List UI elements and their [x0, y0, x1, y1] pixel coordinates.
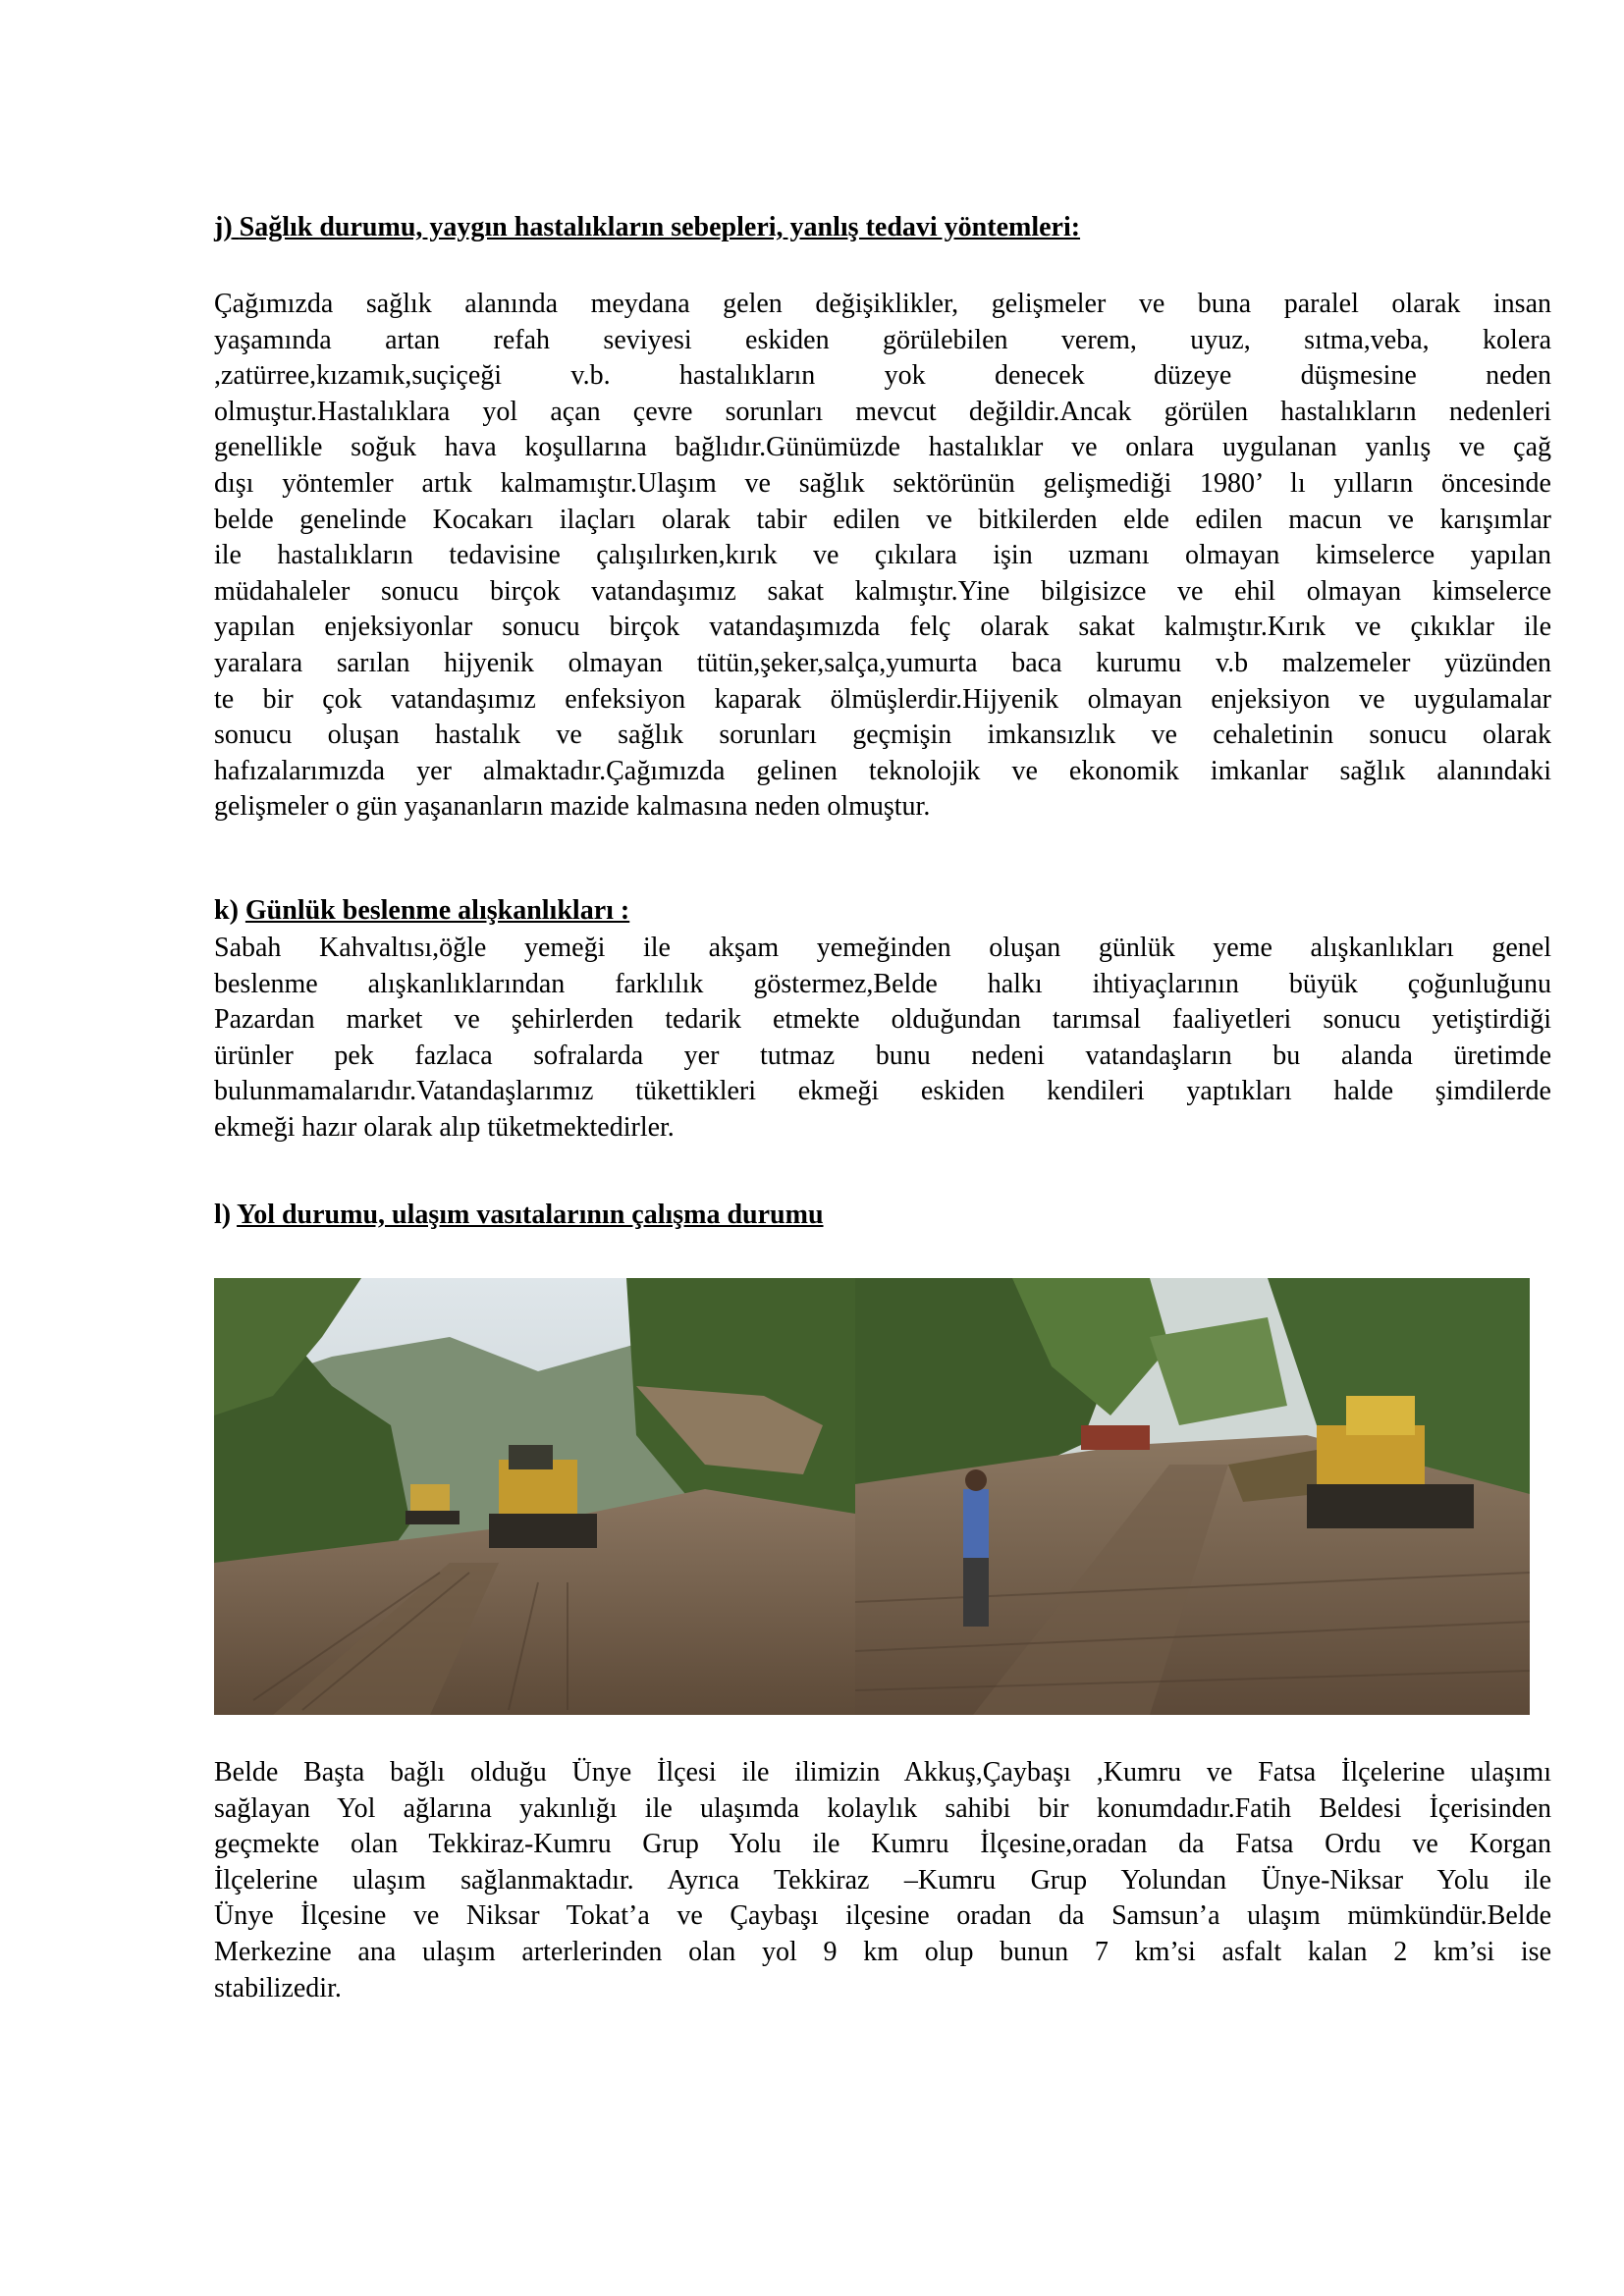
text-line: Pazardan market ve şehirlerden tedarik etmekte olduğundan tarımsal faaliyetleri sonucu yetiştirdiği: [214, 1004, 1551, 1036]
road-construction-worker-image: [855, 1278, 1530, 1715]
section-j-paragraph: [214, 287, 1551, 826]
photo-row: [214, 1278, 1530, 1715]
text-line: dışı yöntemler artık kalmamıştır.Ulaşım ve sağlık sektörünün gelişmediği 1980’ lı yılların öncesinde: [214, 467, 1551, 499]
bulldozer-mountain-road-image: [214, 1278, 855, 1715]
text-line: hafızalarımızda yer almaktadır.Çağımızda gelinen teknolojik ve ekonomik imkanlar sağlık alanındaki: [214, 755, 1551, 786]
text-line: İlçelerine ulaşım sağlanmaktadır. Ayrıca Tekkiraz –Kumru Grup Yolundan Ünye-Niksar Yolu ile: [214, 1864, 1551, 1896]
road-construction-worker-photo: [855, 1278, 1530, 1715]
text-line: beslenme alışkanlıklarından farklılık göstermez,Belde halkı ihtiyaçlarının büyük çoğunluğunu: [214, 968, 1551, 999]
text-line: olmuştur.Hastalıklara yol açan çevre sorunları mevcut değildir.Ancak görülen hastalıkların nedenleri: [214, 396, 1551, 427]
bulldozer-mountain-road-photo: [214, 1278, 855, 1715]
text-line: ekmeği hazır olarak alıp tüketmektedirler.: [214, 1111, 675, 1143]
section-l-paragraph: [214, 1755, 1551, 2006]
text-line: yapılan enjeksiyonlar sonucu birçok vatandaşımızda felç olarak sakat kalmıştır.Kırık ve çıkıklar ile: [214, 612, 1551, 643]
text-line: Çağımızda sağlık alanında meydana gelen değişiklikler, gelişmeler ve buna paralel olarak insan: [214, 289, 1551, 319]
text-line: Sabah Kahvaltısı,öğle yemeği ile akşam yemeğinden oluşan günlük yeme alışkanlıkları genel: [214, 933, 1551, 963]
text-line: stabilizedir.: [214, 1972, 342, 2003]
text-line: ürünler pek fazlaca sofralarda yer tutmaz bunu nedeni vatandaşların bu alanda üretimde: [214, 1040, 1551, 1071]
text-line: gelişmeler o gün yaşananların mazide kalmasına neden olmuştur.: [214, 791, 931, 823]
text-line: yaşamında artan refah seviyesi eskiden görülebilen verem, uyuz, sıtma,veba, kolera: [214, 324, 1551, 355]
text-line: Ünye İlçesine ve Niksar Tokat’a ve Çaybaşı ilçesine oradan da Samsun’a ulaşım mümkündür.Belde: [214, 1900, 1551, 1932]
text-line: genellikle soğuk hava koşullarına bağlıdır.Günümüzde hastalıklar ve onlara uygulanan yanlış ve çağ: [214, 432, 1551, 463]
section-k-heading: k) Günlük beslenme alışkanlıkları :: [214, 895, 630, 926]
text-line: sağlayan Yol ağlarına yakınlığı ile ulaşımda kolaylık sahibi bir konumdadır.Fatih Beldesi İçerisinden: [214, 1792, 1551, 1824]
text-line: yaralara sarılan hijyenik olmayan tütün,şeker,salça,yumurta baca kurumu v.b malzemeler yüzünden: [214, 647, 1551, 678]
section-k-paragraph: [214, 931, 1551, 1147]
text-line: Merkezine ana ulaşım arterlerinden olan yol 9 km olup bunun 7 km’si asfalt kalan 2 km’si ise: [214, 1936, 1551, 1967]
text-line: bulunmamalarıdır.Vatandaşlarımız tükettikleri ekmeği eskiden kendileri yaptıkları halde şimdilerde: [214, 1076, 1551, 1107]
text-line: belde genelinde Kocakarı ilaçları olarak tabir edilen ve bitkilerden elde edilen macun ve karışımlar: [214, 504, 1551, 535]
section-j-heading: j) Sağlık durumu, yaygın hastalıkların sebepleri, yanlış tedavi yöntemleri:: [214, 212, 1081, 242]
section-l-heading: l) Yol durumu, ulaşım vasıtalarının çalışma durumu: [214, 1200, 824, 1230]
text-line: geçmekte olan Tekkiraz-Kumru Grup Yolu ile Kumru İlçesine,oradan da Fatsa Ordu ve Korgan: [214, 1829, 1551, 1860]
text-line: ,zatürree,kızamık,suçiçeği v.b. hastalıkların yok denecek düzeye düşmesine neden: [214, 360, 1551, 392]
text-line: müdahaleler sonucu birçok vatandaşımız sakat kalmıştır.Yine bilgisizce ve ehil olmayan kimselerce: [214, 575, 1551, 607]
text-line: sonucu oluşan hastalık ve sağlık sorunları geçmişin imkansızlık ve cehaletinin sonucu olarak: [214, 720, 1551, 751]
text-line: ile hastalıkların tedavisine çalışılırken,kırık ve çıkılara işin uzmanı olmayan kimselerce yapılan: [214, 540, 1551, 571]
text-line: te bir çok vatandaşımız enfeksiyon kaparak ölmüşlerdir.Hijyenik olmayan enjeksiyon ve uygulamalar: [214, 683, 1551, 715]
text-line: Belde Başta bağlı olduğu Ünye İlçesi ile ilimizin Akkuş,Çaybaşı ,Kumru ve Fatsa İlçelerine ulaşımı: [214, 1757, 1551, 1788]
